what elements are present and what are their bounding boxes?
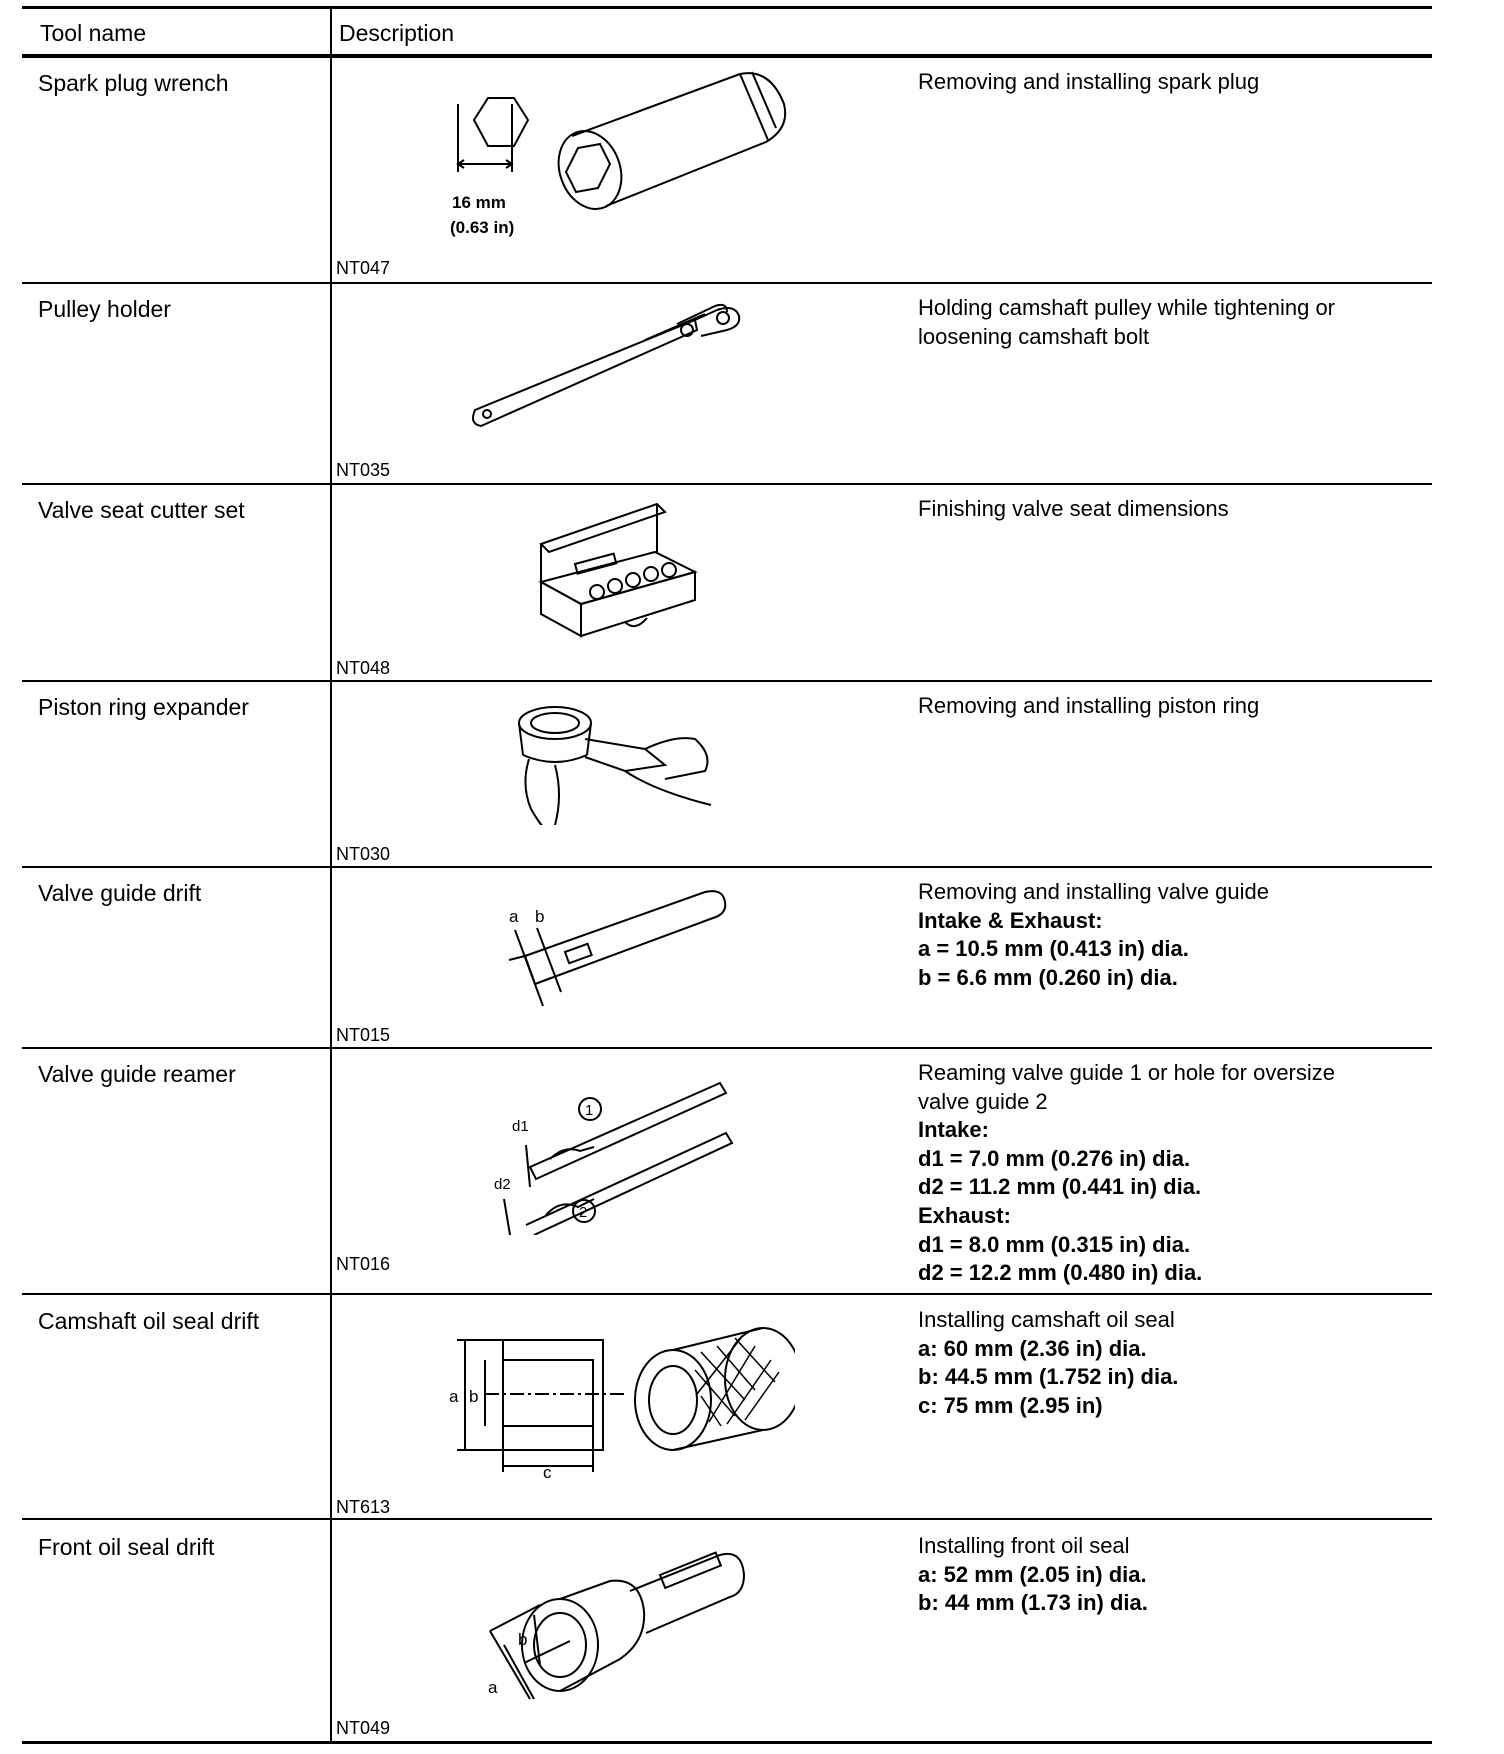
desc-line: Exhaust: bbox=[918, 1202, 1011, 1228]
fig-label: 1 bbox=[585, 1102, 594, 1119]
tool-description bbox=[918, 294, 1418, 351]
valve-guide-reamer-illustration bbox=[490, 1075, 750, 1235]
desc-line: d1 = 8.0 mm (0.315 in) dia. bbox=[918, 1231, 1191, 1257]
header-rule bbox=[22, 54, 1432, 58]
tool-description bbox=[918, 878, 1418, 992]
row-divider bbox=[22, 1293, 1432, 1295]
tool-description bbox=[918, 68, 1418, 97]
desc-line: b = 6.6 mm (0.260 in) dia. bbox=[918, 964, 1178, 990]
header-description: Description bbox=[339, 20, 455, 46]
figure-code: NT035 bbox=[336, 460, 391, 480]
table-top-rule bbox=[22, 6, 1432, 9]
tool-name: Camshaft oil seal drift bbox=[38, 1308, 260, 1334]
fig-label: (0.63 in) bbox=[450, 218, 515, 237]
tool-description bbox=[918, 1306, 1418, 1420]
tool-name: Valve guide reamer bbox=[38, 1061, 236, 1087]
camshaft-oil-seal-drift-illustration bbox=[445, 1320, 795, 1480]
column-divider bbox=[330, 8, 332, 1742]
desc-line: Removing and installing valve guide bbox=[918, 879, 1269, 904]
row-divider bbox=[22, 1518, 1432, 1520]
figure-code: NT049 bbox=[336, 1718, 391, 1738]
fig-label: 2 bbox=[579, 1204, 588, 1221]
desc-line: Installing camshaft oil seal bbox=[918, 1307, 1175, 1332]
tool-name: Piston ring expander bbox=[38, 694, 249, 720]
desc-line: c: 75 mm (2.95 in) bbox=[918, 1392, 1103, 1418]
desc-line: d2 = 11.2 mm (0.441 in) dia. bbox=[918, 1174, 1202, 1200]
front-oil-seal-drift-illustration bbox=[480, 1535, 760, 1715]
fig-label: b bbox=[518, 1630, 528, 1649]
fig-label: a bbox=[509, 907, 519, 926]
pulley-holder-illustration bbox=[465, 300, 785, 440]
tool-name: Front oil seal drift bbox=[38, 1534, 215, 1560]
desc-line: Holding camshaft pulley while tightening or bbox=[918, 295, 1336, 320]
header-tool-name: Tool name bbox=[40, 20, 147, 46]
fig-label: b bbox=[469, 1387, 479, 1406]
fig-label: d1 bbox=[512, 1118, 529, 1135]
desc-line: Installing front oil seal bbox=[918, 1533, 1130, 1558]
piston-ring-expander-illustration bbox=[515, 695, 715, 825]
table-bottom-rule bbox=[22, 1741, 1432, 1744]
fig-label: 16 mm bbox=[452, 193, 506, 212]
desc-line: b: 44.5 mm (1.752 in) dia. bbox=[918, 1364, 1179, 1390]
valve-seat-cutter-set-illustration bbox=[535, 500, 705, 640]
tool-name: Pulley holder bbox=[38, 296, 171, 322]
figure-code: NT048 bbox=[336, 658, 391, 678]
tool-description bbox=[918, 1532, 1418, 1618]
tool-description bbox=[918, 495, 1418, 524]
tool-name: Valve seat cutter set bbox=[38, 497, 245, 523]
desc-line: Reaming valve guide 1 or hole for oversize bbox=[918, 1060, 1336, 1085]
desc-line: a: 52 mm (2.05 in) dia. bbox=[918, 1561, 1147, 1587]
figure-code: NT030 bbox=[336, 844, 391, 864]
desc-line: d1 = 7.0 mm (0.276 in) dia. bbox=[918, 1145, 1191, 1171]
fig-label: a bbox=[449, 1387, 459, 1406]
desc-line: loosening camshaft bolt bbox=[918, 323, 1150, 349]
figure-code: NT015 bbox=[336, 1025, 391, 1045]
desc-line: b: 44 mm (1.73 in) dia. bbox=[918, 1590, 1148, 1616]
fig-label: a bbox=[488, 1678, 498, 1697]
figure-code: NT613 bbox=[336, 1497, 391, 1517]
tool-description bbox=[918, 1059, 1418, 1288]
desc-line: Removing and installing piston ring bbox=[918, 693, 1260, 718]
row-divider bbox=[22, 866, 1432, 868]
desc-line: Intake & Exhaust: bbox=[918, 907, 1103, 933]
row-divider bbox=[22, 1047, 1432, 1049]
desc-line: a: 60 mm (2.36 in) dia. bbox=[918, 1335, 1147, 1361]
fig-label: c bbox=[543, 1463, 552, 1480]
spark-plug-wrench-illustration bbox=[440, 68, 800, 248]
desc-line: Removing and installing spark plug bbox=[918, 69, 1260, 94]
fig-label: b bbox=[535, 907, 545, 926]
desc-line: Intake: bbox=[918, 1117, 989, 1143]
valve-guide-drift-illustration bbox=[495, 880, 735, 1010]
figure-code: NT016 bbox=[336, 1254, 391, 1274]
row-divider bbox=[22, 680, 1432, 682]
desc-line: d2 = 12.2 mm (0.480 in) dia. bbox=[918, 1260, 1203, 1286]
fig-label: d2 bbox=[494, 1176, 511, 1193]
figure-code: NT047 bbox=[336, 258, 391, 278]
desc-line: a = 10.5 mm (0.413 in) dia. bbox=[918, 936, 1189, 962]
desc-line: Finishing valve seat dimensions bbox=[918, 496, 1229, 521]
row-divider bbox=[22, 483, 1432, 485]
tool-name: Valve guide drift bbox=[38, 880, 202, 906]
desc-line: valve guide 2 bbox=[918, 1088, 1048, 1114]
row-divider bbox=[22, 282, 1432, 284]
tool-description bbox=[918, 692, 1418, 721]
tool-name: Spark plug wrench bbox=[38, 70, 229, 96]
